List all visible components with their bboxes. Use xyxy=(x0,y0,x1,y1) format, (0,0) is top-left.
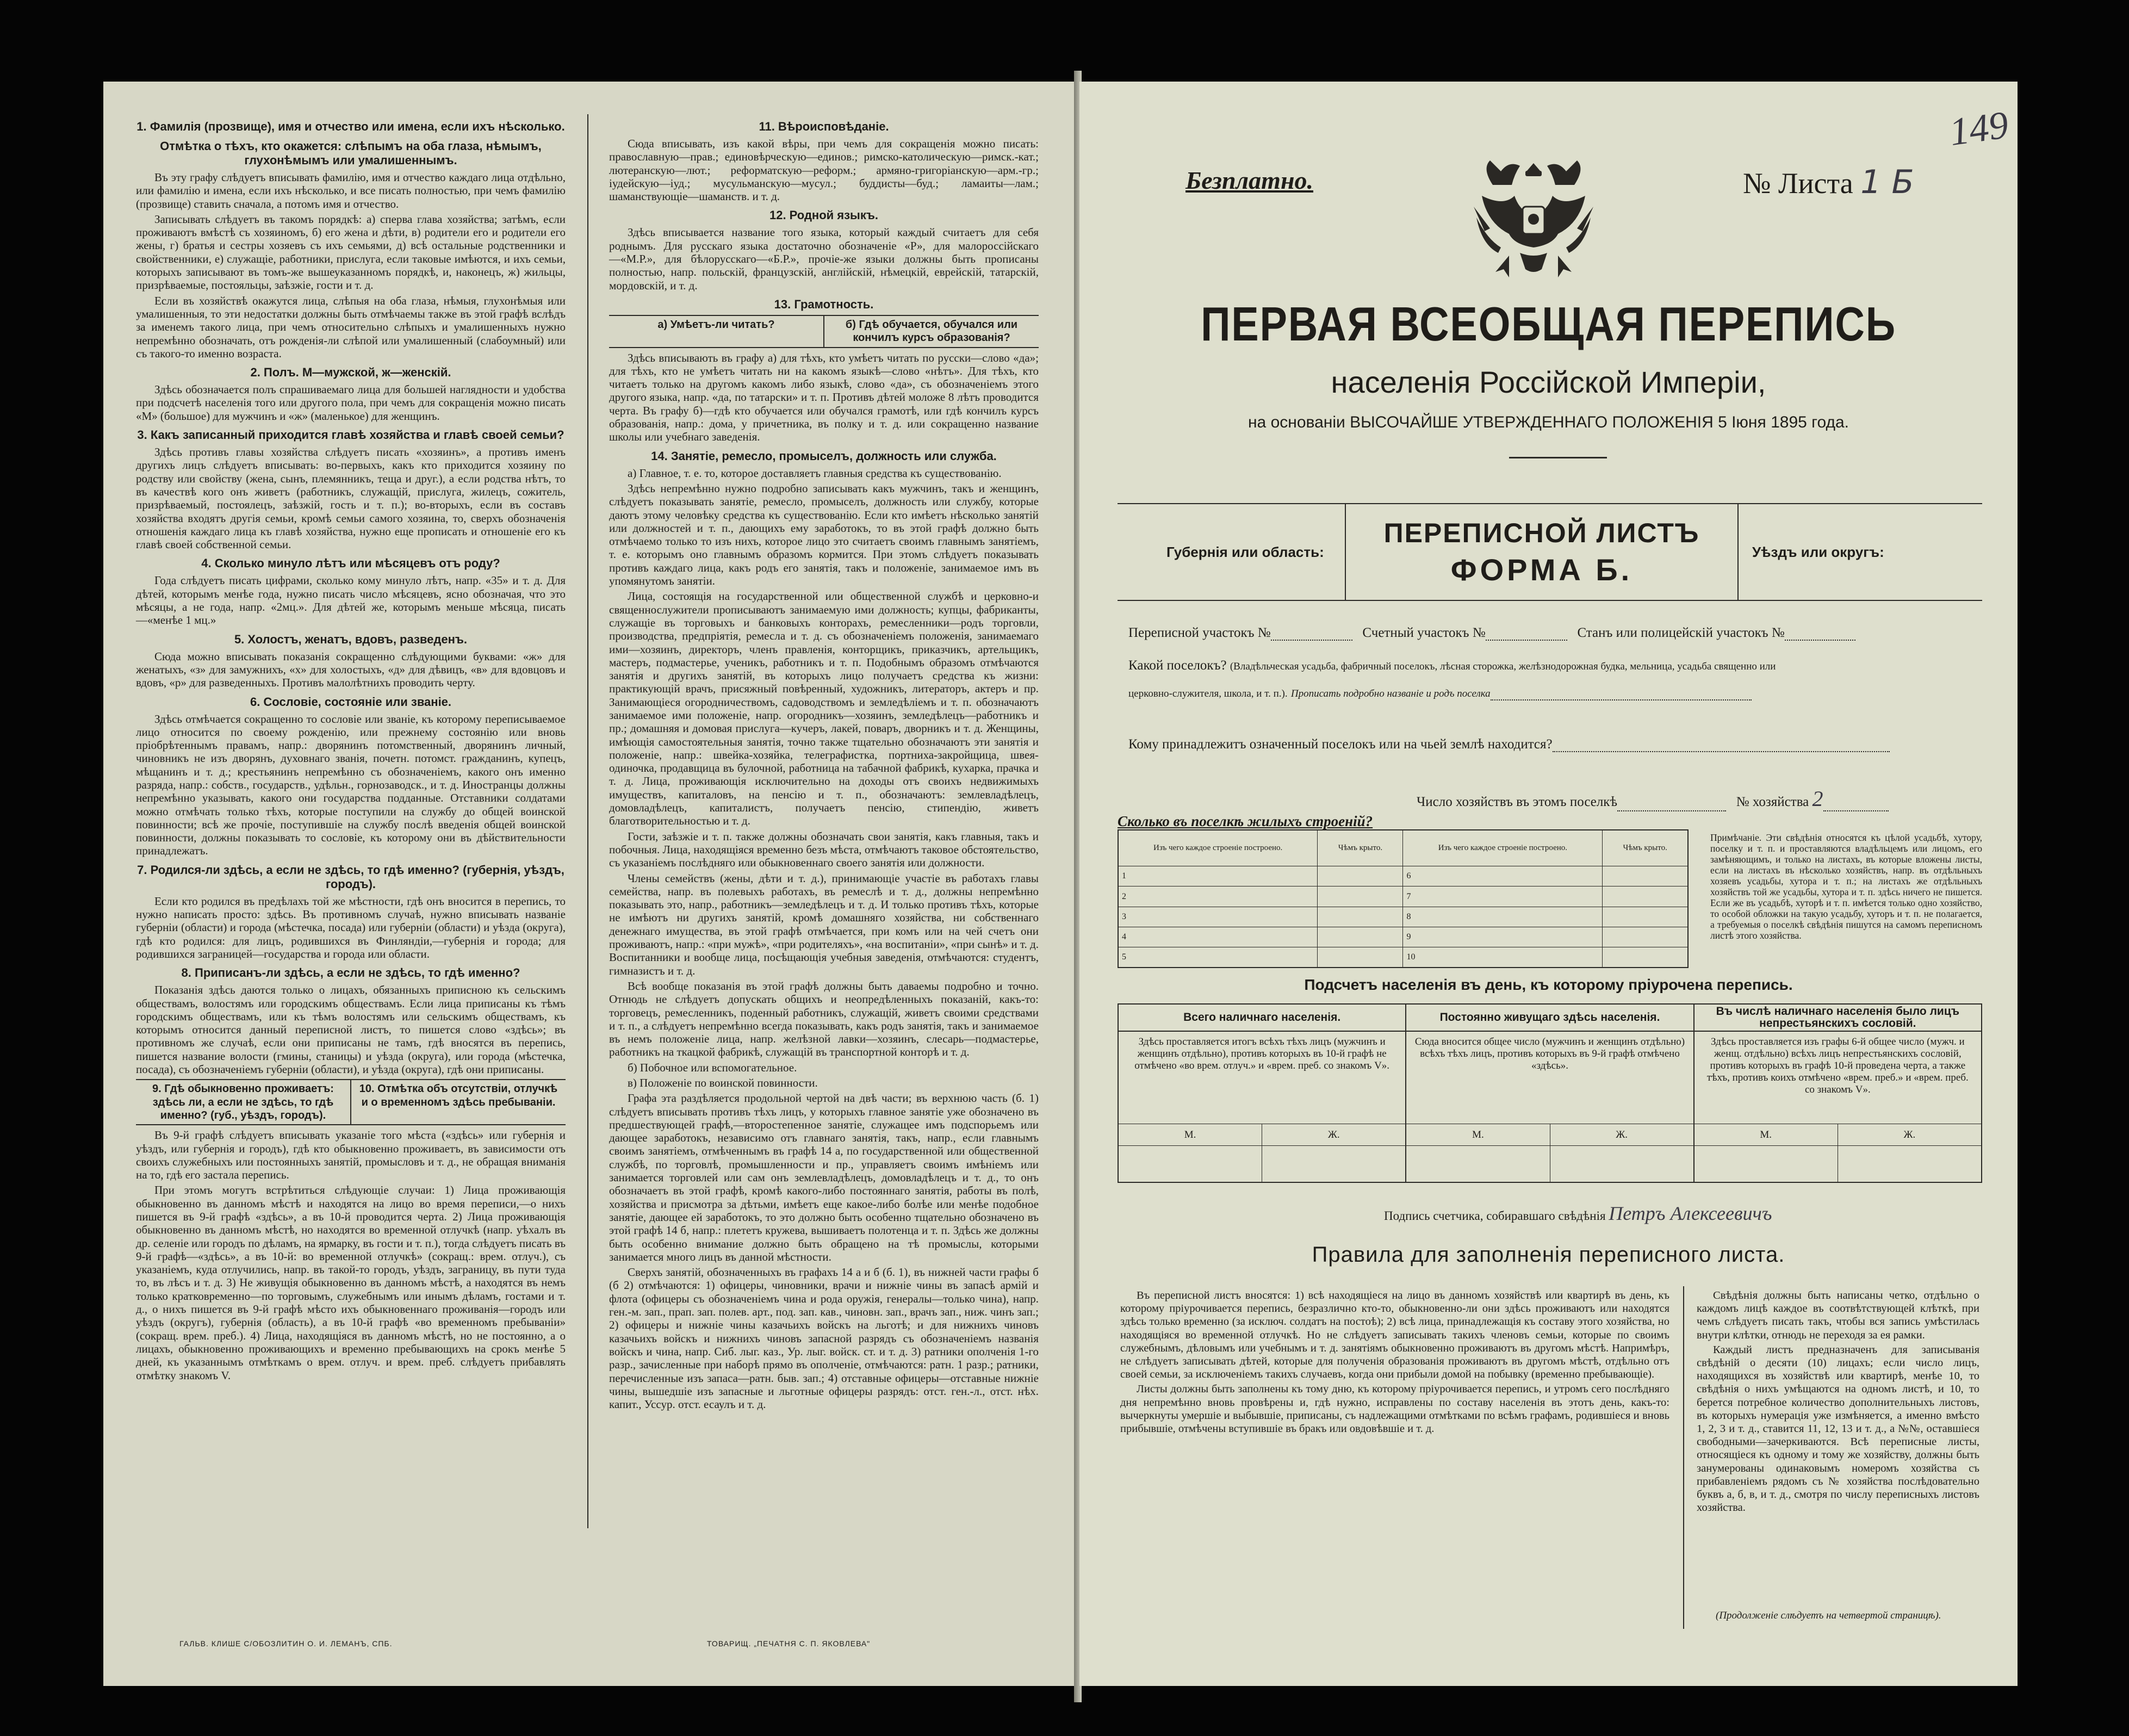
rules-divider xyxy=(1683,1286,1684,1629)
buildings-table xyxy=(1118,829,1689,968)
section-heading: Отмѣтка о тѣхъ, кто окажется: слѣпымъ на оба глаза, нѣмымъ, глухонѣмымъ или умалишеннымъ. xyxy=(160,139,542,167)
settlement-label: Какой поселокъ? xyxy=(1128,658,1227,673)
building-cell[interactable]: 1 xyxy=(1118,866,1318,886)
header-material: Изъ чего каждое строеніе построено. xyxy=(1118,830,1318,866)
buildings-table-body xyxy=(1118,866,1688,968)
paragraph: Показанія здѣсь даются только о лицахъ, обязанныхъ приписною къ сельскимъ обществамъ, волостямъ или городскимъ обществамъ. Если лица приписаны къ тѣмъ городскимъ обществамъ, или къ тѣмъ волостямъ или сельскимъ обществамъ, къ которымъ относится данный переписной листъ, то пишется слово «здѣсь»; въ противномъ же случаѣ, если они приписаны не тамъ, гдѣ вносятся въ перепись, пишется название волости (гмины, станицы) и уѣзда (округа), или города (мѣстечка, посада), съ обозначеніемъ губерніи (области), и уѣзда (округа), гдѣ они приписаны. xyxy=(136,983,566,1076)
paragraph: Члены семействъ (жены, дѣти и т. д.), принимающіе участіе въ работахъ главы семейства, напр. въ полевыхъ работахъ, въ ремеслѣ и т. д., должны непремѣнно показывать это, напр., работникъ—земледѣлецъ и т. д. И только противъ тѣхъ, которые не имѣютъ ни другихъ занятій, кромѣ домашняго хозяйства, ни собственнаго денежнаго имущества, въ этой графѣ отмѣчается, при комъ или на чей счетъ они проживаютъ, напр.: «при мужѣ», «при родителяхъ», «на воспитаніи», «при сынѣ» и т. д. Воспитанники и вообще лица, посѣщающія учебныя заведенія, отмѣчаются: студентъ, гимназистъ и т. д. xyxy=(609,871,1039,977)
count-section-instructions: Сюда вносится общее число (мужчинъ и женщинъ отдѣльно) всѣхъ тѣхъ лицъ, противъ которыхъ въ 9-й графѣ отмѣчено «здѣсь». xyxy=(1406,1032,1693,1124)
population-count-table xyxy=(1118,1003,1982,1183)
female-label: Ж. xyxy=(1262,1124,1405,1145)
paragraph: а) Главное, т. е. то, которое доставляетъ главныя средства къ существованію. xyxy=(628,466,1002,480)
count-value-row xyxy=(1406,1146,1693,1182)
owner-row xyxy=(1128,737,1890,752)
rules-title: Правила для заполненія переписного листа. xyxy=(1312,1243,1785,1267)
section-heading: 14. Занятіе, ремесло, промыселъ, должность или служба. xyxy=(651,449,997,463)
buildings-question: Сколько въ поселкѣ жилыхъ строеній? xyxy=(1118,813,1373,829)
count-value-row xyxy=(1119,1146,1405,1182)
settlement-hint-3: Прописать подробно названіе и родъ поселка xyxy=(1290,688,1491,699)
count-section-header: Въ числѣ наличнаго населенія было лицъ непрестьянскихъ сословій. xyxy=(1694,1005,1981,1032)
section-heading: 1. Фамилія (прозвище), имя и отчество или имена, если ихъ нѣсколько. xyxy=(136,120,565,133)
handwritten-page-number: 149 xyxy=(1946,102,2011,154)
roof-cell[interactable] xyxy=(1318,907,1403,927)
settlement-row-2 xyxy=(1128,685,1752,700)
form-title-line-1: ПЕРЕПИСНОЙ ЛИСТЪ xyxy=(1383,517,1700,548)
roof-cell[interactable] xyxy=(1318,947,1403,968)
census-decree-line: на основаніи ВЫСОЧАЙШЕ УТВЕРЖДЕННАГО ПОЛОЖЕНІЯ 5 Іюня 1895 года. xyxy=(1247,413,1849,431)
census-district-input[interactable] xyxy=(1271,629,1352,641)
roof-cell[interactable] xyxy=(1603,886,1688,907)
rules-column-2 xyxy=(1697,1289,1979,1516)
uezd-label: Уѣздъ или округъ: xyxy=(1752,543,1884,560)
section-heading: 6. Сословіе, состояніе или званіе. xyxy=(250,695,452,709)
settlement-hint: (Владѣльческая усадьба, фабричный поселокъ, лѣсная сторожка, желѣзнодорожная будка, мельница, усадьба священно или xyxy=(1230,661,1776,672)
owner-input[interactable] xyxy=(1553,740,1890,752)
buildings-row xyxy=(1118,907,1688,927)
section-heading: 7. Родился-ли здѣсь, а если не здѣсь, то гдѣ именно? (губернія, уѣздъ, городъ). xyxy=(137,863,564,891)
form-title-line-2: ФОРМА Б. xyxy=(1450,552,1633,587)
male-count-input[interactable] xyxy=(1119,1146,1262,1182)
count-gender-header xyxy=(1119,1124,1405,1146)
gubernia-field[interactable] xyxy=(1118,504,1346,600)
households-count-label: Число хозяйствъ въ этомъ поселкѣ xyxy=(1417,795,1618,809)
instructions-column-2 xyxy=(609,114,1039,1413)
household-number-value[interactable]: 2 xyxy=(1812,786,1823,811)
count-value-row xyxy=(1694,1146,1981,1182)
section-heading: 13. Грамотность. xyxy=(774,297,874,311)
rules-column-1 xyxy=(1120,1289,1669,1437)
gubernia-label: Губернія или область: xyxy=(1166,543,1324,560)
settlement-input[interactable] xyxy=(1491,689,1752,700)
right-page xyxy=(1079,82,2018,1686)
buildings-row xyxy=(1118,886,1688,907)
count-section-instructions: Здѣсь проставляется изъ графы 6-й общее число (мужч. и женщ. отдѣльно) всѣхъ лицъ непрестьянскихъ сословій, противъ которыхъ въ графѣ 10-й проведена черта, а также тѣхъ, противъ коихъ отмѣчено «врем. преб.» и «врем. преб. со знакомъ V». xyxy=(1694,1032,1981,1124)
paragraph: Сверхъ занятій, обозначенныхъ въ графахъ 14 а и б (б. 1), въ нижней части графы б (б 2) отмѣчаются: 1) офицеры, чиновники, врачи и нижніе чины въ запасѣ армій и флота (офицеры съ обозначеніемъ чина и рода оружія, генералы—только чина), напр. ген.-м. зап., прап. зап. полев. арт., под. зап. кав., чиновн. зап., врачъ зап., ниж. чинъ зап.; 2) офицеры и нижніе чины казачьихъ войскъ на льготѣ; и для нижнихъ чиновъ казачьихъ войскъ и нижнихъ чиновъ запасной разрядъ съ обозначеніемъ названія войскъ и чина, напр. Сиб. лыг. каз., Ур. лыг. войск. ст. и т. д. 3) ратники ополченія 1-го разр., зачисленные при наборѣ прямо въ ополченіе, отмѣчаются: ратн. 1 разр.; ратники, перечисленные изъ запаса—ратн. быв. зап.; 4) отставные офицеры—отставные нижніе чины, вышедшіе изъ запасные и льготные офицеры разрядъ: отст. ген.-л., отст. нѣх. капит., Уссур. отст. есаулъ и т. д. xyxy=(609,1266,1039,1411)
paragraph: Здѣсь вписывается название того языка, который каждый считаетъ для себя роднымъ. Для русскаго языка достаточно обозначеніе «Р», для малороссійскаго—«М.Р.», для бѣлорусскаго—«Б.Р.», прочіе-же языки должны быть прописаны полностью, напр. польскій, французскій, англійскій, нѣмецкій, еврейскій, татарскій, мордовскій, и т. д. xyxy=(609,226,1039,292)
female-count-input[interactable] xyxy=(1262,1146,1405,1182)
census-subtitle: населенія Россійской Имперіи, xyxy=(1331,365,1766,399)
building-cell[interactable]: 6 xyxy=(1403,866,1603,886)
paragraph: Сюда можно вписывать показанія сокращенно слѣдующими буквами: «ж» для женатыхъ, «з» для замужнихъ, «х» для холостыхъ, «д» для дѣвицъ, «в» для вдовцовъ и вдовъ, «р» для разведенныхъ. Противъ малолѣтнихъ проводить черту. xyxy=(136,649,566,690)
count-section xyxy=(1119,1005,1405,1182)
paragraph: Лица, состоящія на государственной или общественной службѣ и церковно-и священнослужители прописываютъ занимаемую ими должность; купцы, фабриканты, служащіе въ торговыхъ и банковыхъ конторахъ, ремесленники—родъ торговли, производства, предпріятія, ремесла и т. д. съ обозначеніемъ положенія, занимаемаго ими—хозяинъ, директоръ, членъ правленія, конторщикъ, приказчикъ, артельщикъ, мастеръ, подмастерье, ученикъ, работникъ и т. п. Подобнымъ образомъ отмѣчаются занятія и другихъ занятій, въ которыхъ лицо получаетъ средства къ жизни: практикующій врачъ, присяжный повѣренный, художникъ, литераторъ, актеръ и пр. Занимающіеся огородничествомъ, садоводствомъ и земледѣліемъ и т. п. обозначаютъ занимаемое ими положеніе, напр. огородникъ—хозяинъ, земледѣлецъ—работникъ и пр.; домашняя и домовая прислуга—кучеръ, лакей, поваръ, дворникъ и т. д. Женщины, имѣющія самостоятельныя занятія, точно также тщательно обозначаютъ эти занятія и положеніе, напр.: швейка-хозяйка, телеграфистка, портниха-закройщица, швея-одиночка, продавщица въ булочной, работница на табачной фабрикѣ, кухарка, прачка и т. д. Лица, проживающія исключительно на доходы отъ своихъ недвижимыхъ имуществъ, капиталовъ, на пенсію и т. п., обозначаютъ: землевладѣлецъ, домовладѣлецъ, капиталистъ, получаетъ пенсію, стипендію, живетъ благотворительностью и т. д. xyxy=(609,590,1039,828)
signature-value[interactable]: Петръ Алексеевичъ xyxy=(1609,1202,1772,1224)
building-cell[interactable]: 9 xyxy=(1403,927,1603,947)
count-section xyxy=(1405,1005,1693,1182)
household-number-line xyxy=(1823,799,1889,811)
sheet-number-label: № Листа xyxy=(1743,167,1853,200)
building-cell[interactable]: 4 xyxy=(1118,927,1318,947)
paragraph: Здѣсь обозначается полъ спрашиваемаго лица для большей наглядности и удобства при подсчетѣ населенія того или другого пола, при чемъ для сокращенія можно писать «М» (большое) для мужчинъ и «ж» (маленькое) для женщинъ. xyxy=(136,383,566,423)
building-cell[interactable]: 5 xyxy=(1118,947,1318,968)
census-district-label: Переписной участокъ № xyxy=(1128,625,1271,640)
rule-paragraph: Листы должны быть заполнены къ тому дню, къ которому пріурочивается перепись, и утромъ сего послѣдняго дня непремѣнно вновь провѣрены и, гдѣ нужно, исправлены по составу населенія въ этотъ день, какъ-то: вычеркнуты умершіе и выбывшіе, приписаны, съ надлежащими отмѣтками по всѣмъ графамъ, родившіеся и вновь прибывшіе, отмѣчены вступившіе въ бракъ или овдовѣвшіе и т. д. xyxy=(1120,1383,1669,1435)
counting-district-label: Счетный участокъ № xyxy=(1362,625,1486,640)
count-section-header: Постоянно живущаго здѣсь населенія. xyxy=(1406,1005,1693,1032)
rule-paragraph: Въ переписной листъ вносятся: 1) всѣ находящіеся на лицо въ данномъ хозяйствѣ или квартирѣ въ день, къ которому пріурочивается перепись, безразлично кто-то, обыкновенно-ли они здѣсь проживаютъ или находятся здѣсь только временно (за исключ. солдатъ на постоѣ); 2) всѣ лица, принадлежащія къ составу этого хозяйства, но находящіяся во временной отлучкѣ. Но не слѣдуетъ записывать такихъ членовъ семьи, которые по своимъ служебнымъ, дѣловымъ или учебнымъ и т. д. занятіямъ обыкновенно проживаютъ въ другомъ мѣстѣ. Напримѣръ, не слѣдуетъ записывать дѣтей, которые для полученія образованія проживаютъ въ другомъ мѣстѣ, отдѣльно отъ своей семьи, за исключеніемъ такихъ случаевъ, когда они прибыли домой на побывку (временно пребывающіе). xyxy=(1120,1289,1669,1381)
paragraph: Года слѣдуетъ писать цифрами, сколько кому минуло лѣтъ, напр. «35» и т. д. Для дѣтей, которымъ менѣе года, нужно писать число мѣсяцевъ, ясно обозначая, что это мѣсяцы, а не года, напр. «2мц.». Для дѣтей же, которымъ меньше мѣсяца, писать—«менѣе 1 мц.» xyxy=(136,574,566,627)
header-material-2: Изъ чего каждое строеніе построено. xyxy=(1403,830,1603,866)
paragraph: Здѣсь непремѣнно нужно подробно записывать какъ мужчинъ, такъ и женщинъ, слѣдуетъ показывать занятіе, ремесло, промыселъ, должность или службу, которые даютъ этому человѣку средства къ существованію. Если кто имѣетъ нѣсколько занятій или должностей и т. п., дающихъ ему заработокъ, то въ этой графѣ должно быть отмѣчаемо только то изъ нихъ, которое лицо это считаетъ своимъ главнымъ занятіемъ, т. е. которымъ оно главнымъ образомъ кормится. При этомъ слѣдуетъ показывать противъ каждаго лица, какъ родъ его занятія, такъ и положеніе, занимаемое имъ въ упомянутомъ занятіи. xyxy=(609,481,1039,588)
printer-credit-right: ТОВАРИЩ. „ПЕЧАТНЯ С. П. ЯКОВЛЕВА" xyxy=(707,1639,871,1648)
households-row xyxy=(1417,786,1889,811)
households-count-input[interactable] xyxy=(1617,799,1726,811)
free-label: Безплатно. xyxy=(1185,166,1313,194)
paragraph: в) Положеніе по воинской повинности. xyxy=(628,1076,818,1089)
section-heading: 4. Сколько минуло лѣтъ или мѣсяцевъ отъ роду? xyxy=(201,556,500,571)
left-page xyxy=(103,82,1074,1686)
paragraph: Графа эта раздѣляется продольной чертой на двѣ части; въ верхнюю часть (б. 1) слѣдуетъ вписывать противъ тѣхъ лицъ, у которыхъ главное занятіе уже обозначено въ предшествующей графѣ,—второстепенное занятіе, служащее имъ подспорьемъ или дающее заработокъ, независимо отъ главнаго занятія, такъ, напр., если главнымъ своимъ занятіемъ, отмѣченнымъ въ графѣ 14 а, по государственной или общественной службѣ, по торговлѣ, промышленности и пр., управляетъ своимъ имѣніемъ или занимается торговлей или сам онъ землевладѣлецъ, домовладѣлецъ и т. д., то онъ обозначаетъ въ этой графѣ, кромѣ какого-либо постояннаго занятія, работы въ полѣ, хозяйства и присмотра за дѣтьми, имѣетъ еще какое-либо болѣе или менѣе подобное занятіе, дающее ей заработокъ, то это должно быть особенно тщательно обозначено въ этой графѣ 14 б, напр.: плететъ кружева, вышиваетъ полотенца и т. п. Здѣсь же должны быть особенно внимание должно быть обращено на тѣ промыслы, которыми занимается много лицъ въ данной мѣстности. xyxy=(609,1092,1039,1263)
female-count-input[interactable] xyxy=(1550,1146,1693,1182)
count-gender-header xyxy=(1694,1124,1981,1146)
building-cell[interactable]: 10 xyxy=(1403,947,1603,968)
paragraph: Записывать слѣдуетъ въ такомъ порядкѣ: а) сперва глава хозяйства; затѣмъ, если проживаютъ вмѣстѣ съ хозяиномъ, б) его жена и дѣти, в) родители его и родители его жены, г) братья и сестры хозяевъ съ ихъ семьями, д) всѣ остальные родственники и свойственники, е) служащіе, работники, прислуга, если таковые имѣются, и ихъ семьи, которыхъ записывают въ томъ-же вышеуказанномъ порядкѣ, и, наконецъ, ж) жильцы, призрѣваемые, постояльцы, заѣзжіе, гости и т. д. xyxy=(136,212,566,292)
split-heading-part: 9. Гдѣ обыкновенно проживаетъ: здѣсь ли, а если не здѣсь, то гдѣ именно? (губ., уѣздъ, городъ). xyxy=(152,1083,334,1121)
household-number-label: № хозяйства xyxy=(1736,795,1809,809)
paragraph: Если въ хозяйствѣ окажутся лица, слѣпыя на оба глаза, нѣмыя, глухонѣмыя или умалишенныя, то эти недостатки должны быть отмѣчаемы также въ этой графѣ вслѣдъ за именемъ такого лица, при чемъ относительно слѣпыхъ и умалишенныхъ нужно непремѣнно обозначать, отъ рожденія-ли слѣпой или умалишенный (слабоумный) или съ такого-то именно возраста. xyxy=(136,294,566,360)
buildings-row xyxy=(1118,927,1688,947)
roof-cell[interactable] xyxy=(1603,927,1688,947)
paragraph: При этомъ могутъ встрѣтиться слѣдующіе случаи: 1) Лица проживающія обыкновенно въ данномъ мѣстѣ и находятся на лицо во время переписи,—о нихъ пишется въ 9-й графѣ «здѣсь», а въ 10-й проводится черта. 2) Лица проживающія обыкновенно въ данномъ мѣстѣ, но находятся во временной отлучкѣ (напр. уѣхалъ въ др. селеніе или городъ по дѣламъ, на ярмарку, въ гости и т. п.), тогда слѣдуетъ писать въ 9-й графѣ—«здѣсь», а въ 10-й: во временной отлучкѣ» (сокращ.: врем. отлуч.), съ указаніемъ, куда отлучились, напр. въ такой-то городъ, уѣздъ, заграницу, въ пути туда то, въ лѣсъ и т. д. 3) Не живущія обыкновенно въ данномъ мѣстѣ, а находятся въ немъ только кратковременно—по торговымъ, служебнымъ или инымъ дѣламъ, гостами и т. д., о нихъ пишется въ 9-й графѣ мѣсто ихъ обыкновеннаго проживанія—городъ или уѣздъ (округъ), губернія (область), а въ 10-й графѣ «во временномъ пребываніи» (сокращ. врем. преб.). 4) Лица, находящіяся въ данномъ мѣстѣ, но не постоянно, а о лицахъ, обыкновенно проживающихъ и временно пребывающихъ на срокъ менѣе 5 дней, къ указаннымъ отмѣткамъ о врем. отлуч. и врем. преб. слѣдуетъ прибавлять отмѣтку знакомъ V. xyxy=(136,1183,566,1382)
building-cell[interactable]: 8 xyxy=(1403,907,1603,927)
count-section-header: Всего наличнаго населенія. xyxy=(1119,1005,1405,1032)
male-label: М. xyxy=(1184,1129,1196,1140)
split-heading xyxy=(136,1079,566,1125)
buildings-row xyxy=(1118,866,1688,886)
count-section xyxy=(1693,1005,1981,1182)
roof-cell[interactable] xyxy=(1603,907,1688,927)
section-heading: 11. Вѣроисповѣданіе. xyxy=(759,120,889,133)
buildings-note: Примѣчаніе. Эти свѣдѣнія относятся къ цѣлой усадьбѣ, хутору, поселку и т. п. и проставляются владѣльцемъ или лицомъ, его замѣняющимъ, и только на листахъ, въ которые вложены листы, если на листахъ въ нѣсколько хозяйствъ, напр. въ отдѣльныхъ хозяевъ усадьбы, хутора и т. п.; на листахъ же отдѣльныхъ хозяйствъ той же усадьбы, хутора и т. п. здѣсь ничего не пишется. Если же въ усадьбѣ, хуторѣ и т. п. имѣется только одно хозяйство, то особой обложки на такую усадьбу, хуторъ и т. п. не полагается, а требуемыя о поселкѣ свѣдѣнія пишутся на самомъ переписномъ листѣ этого хозяйства. xyxy=(1710,832,1982,941)
paragraph: Сюда вписывать, изъ какой вѣры, при чемъ для сокращенія можно писать: православную—прав.; единовѣрческую—единов.; римско-католическую—римск.-кат.; лютеранскую—лют.; реформатскую—реформ.; армяно-григоріанскую—арм.-гр.; іудейскую—іуд.; мусульманскую—мусул.; буддисты—буд.; ламаиты—лам.; шаманствующіе—шаманств. и т. д. xyxy=(609,137,1039,203)
instructions-column-1 xyxy=(136,114,566,1384)
header-roof: Чѣмъ крыто. xyxy=(1318,830,1403,866)
section-heading: 2. Полъ. М—мужской, ж—женскій. xyxy=(250,365,451,380)
signature-label: Подпись счетчика, собиравшаго свѣдѣнія xyxy=(1384,1209,1606,1223)
police-district-label: Станъ или полицейскій участокъ № xyxy=(1577,625,1785,640)
buildings-table-header xyxy=(1118,830,1688,866)
count-section-instructions: Здѣсь проставляется итогъ всѣхъ тѣхъ лицъ (мужчинъ и женщинъ отдѣльно), противъ которыхъ въ 10-й графѣ не отмѣчено «во врем. отлуч.» и «врем. преб. со знакомъ V». xyxy=(1119,1032,1405,1124)
form-name xyxy=(1346,504,1737,600)
building-cell[interactable]: 2 xyxy=(1118,886,1318,907)
police-district-input[interactable] xyxy=(1785,629,1855,641)
district-fields-row xyxy=(1128,625,1855,641)
section-heading: 8. Приписанъ-ли здѣсь, а если не здѣсь, то гдѣ именно? xyxy=(181,966,520,980)
continued-note: (Продолженіе слѣдуетъ на четвертой страницѣ). xyxy=(1716,1610,1941,1621)
roof-cell[interactable] xyxy=(1603,866,1688,886)
paragraph: Гости, заѣзжіе и т. п. также должны обозначать свои занятія, какъ главныя, такъ и побочныя. Лица, находящіяся временно безъ мѣста, отмѣчаютъ таковое обстоятельство, съ указаніемъ послѣдняго или обыкновеннаго своего занятія или должности. xyxy=(609,829,1039,870)
roof-cell[interactable] xyxy=(1603,947,1688,968)
uezd-field[interactable] xyxy=(1737,504,1982,600)
roof-cell[interactable] xyxy=(1318,886,1403,907)
male-count-input[interactable] xyxy=(1694,1146,1838,1182)
census-title: ПЕРВАЯ ВСЕОБЩАЯ ПЕРЕПИСЬ xyxy=(1201,297,1896,351)
split-heading-part: б) Гдѣ обучается, обучался или кончилъ курсъ образованія? xyxy=(823,316,1039,347)
paragraph: Въ 9-й графѣ слѣдуетъ вписывать указаніе того мѣста («здѣсь» или губернія и уѣздъ, или губернія и городъ), гдѣ кто обыкновенно проживаетъ, въ зависимости отъ своихъ служебныхъ или постоянныхъ занятій, промысловъ и т. д., не обращая вниманія на то, гдѣ его застала перепись. xyxy=(136,1129,566,1182)
female-count-input[interactable] xyxy=(1838,1146,1981,1182)
counting-district-input[interactable] xyxy=(1486,629,1567,641)
male-label: М. xyxy=(1472,1129,1484,1140)
paragraph: Здѣсь отмѣчается сокращенно то сословіе или званіе, къ которому переписываемое лицо относится по своему рожденію, или прежнему состоянію или вновь пріобрѣтеннымъ правамъ, напр.: дворянинъ потомственный, дворянинъ личный, чиновникъ не изъ дворянъ, духовнаго званія, почетн. потомст. гражданинъ, купецъ, мѣщанинъ и т. д.; крестьянинъ непремѣнно съ обозначеніемъ, какого онъ именно разряда, напр.: собств., государств., удѣльн., горнозаводск., и т. д. Иностранцы должны непремѣнно указывать, какого они государства подданные. Отставники солдатами можно отмѣчать только тѣхъ, которые поступили на службу до общей воинской повинности; всѣ же прочіе, поступившіе на службу послѣ введенія общей воинской повинности, должны показывать то сословіе, къ которому они въ дѣйствительности принадлежатъ. xyxy=(136,712,566,858)
rule-paragraph: Каждый листъ предназначенъ для записыванія свѣдѣній о десяти (10) лицахъ; если число лицъ, находящихся въ хозяйствѣ или квартирѣ, менѣе 10, то свѣдѣнія о нихъ умѣщаются на одномъ листѣ, и 10, то берется потребное количество дополнительныхъ листовъ, въ которыхъ нумерація уже измѣняется, а именно вмѣсто 1, 2, 3 и т. д., ставится 11, 12, 13 и т. д., а №№, оставшіеся свободными—зачеркиваются. Всѣ переписные листы, относящіеся къ одному и тому же хозяйству, должны быть занумерованы одинаковымъ номеромъ хозяйства съ прибавленіемъ рядомъ съ № хозяйства послѣдовательно буквъ а, б, в, и т. д., смотря по числу переписныхъ листовъ хозяйства. xyxy=(1697,1343,1979,1514)
female-label: Ж. xyxy=(1550,1124,1693,1145)
split-heading xyxy=(609,315,1039,348)
population-count-title: Подсчетъ населенія въ день, къ которому пріурочена перепись. xyxy=(1304,976,1793,993)
settlement-row xyxy=(1128,658,1776,673)
roof-cell[interactable] xyxy=(1318,866,1403,886)
paragraph: Если кто родился въ предѣлахъ той же мѣстности, гдѣ онъ вносится в перепись, то нужно написать просто: здѣсь. Въ противномъ случаѣ, нужно вписывать названіе губерніи (области) и города (мѣстечка, посада) или губерніи (области) и уѣзда (округа), гдѣ кто родился: для лицъ, родившихся въ Финляндіи,—губернія и города; для родившихся заграницей—государства и города или области. xyxy=(136,894,566,960)
sheet-number-value: 1 Б xyxy=(1860,163,1914,201)
sheet-number xyxy=(1743,163,1914,201)
buildings-row xyxy=(1118,947,1688,968)
building-cell[interactable]: 3 xyxy=(1118,907,1318,927)
column-divider xyxy=(587,114,588,1528)
paragraph: Въ эту графу слѣдуетъ вписывать фамилію, имя и отчество каждаго лица отдѣльно, или фамилію и имена, если ихъ нѣсколько, и все писать полностью, при чемъ фамилію (прозвище) ставить сначала, а потомъ имя и отчество. xyxy=(136,171,566,210)
header-roof-2: Чѣмъ крыто. xyxy=(1603,830,1688,866)
settlement-hint-2: церковно-служителя, школа, и т. п.). xyxy=(1128,688,1288,699)
double-headed-eagle-emblem xyxy=(1471,147,1596,288)
male-label: М. xyxy=(1760,1129,1772,1140)
section-heading: 3. Какъ записанный приходится главѣ хозяйства и главѣ своей семьи? xyxy=(137,428,564,442)
section-heading: 5. Холостъ, женатъ, вдовъ, разведенъ. xyxy=(234,632,468,646)
form-header-box xyxy=(1118,503,1982,601)
rule-paragraph: Свѣдѣнія должны быть написаны четко, отдѣльно о каждомъ лицѣ каждое въ соотвѣтствующей клѣткѣ, при чемъ слѣдуетъ писать такъ, чтобы вся запись умѣстилась внутри клѣтки, отнюдь не переходя за ея рамки. xyxy=(1697,1289,1979,1341)
paragraph: б) Побочное или вспомогательное. xyxy=(628,1061,797,1074)
section-heading: 12. Родной языкъ. xyxy=(769,208,879,222)
female-label: Ж. xyxy=(1838,1124,1981,1145)
roof-cell[interactable] xyxy=(1318,927,1403,947)
paragraph: Всѣ вообще показанія въ этой графѣ должны быть даваемы подробно и точно. Отнюдь не слѣдуетъ допускать общихъ и неопредѣленныхъ показаній, какъ-то: торговецъ, ремесленникъ, поденный работникъ, служащій, живетъ своими средствами и т. п., а слѣдуетъ непремѣнно всегда показывать, какъ родъ занятія, такъ и занимаемое въ немъ положеніе лица, напр. желѣзной лавки—хозяинъ, слесарь—подмастерье, работникъ на ткацкой фабрикѣ, служащій въ транспортной конторѣ и т. д. xyxy=(609,979,1039,1059)
title-rule xyxy=(1509,457,1607,458)
paragraph: Здѣсь вписывають въ графу а) для тѣхъ, кто умѣетъ читать по русски—слово «да»; для тѣхъ, кто не умѣетъ читать ни на какомъ языкѣ—слово «нѣтъ». Для тѣхъ, кто читаетъ только на другомъ какомъ либо языкѣ, слово «да», съ обозначеніемъ этого другого языка, напр. «да, по татарски» и т. п. Противъ дѣтей моложе 8 лѣтъ проводится черта. Въ графу б)—гдѣ кто обучается или обучался грамотѣ, или гдѣ кончилъ курсъ образованія, напр.: дома, у причетника, въ полку и т. д. или сокращенно название школы или учебнаго заведенія. xyxy=(609,351,1039,444)
printer-credit-left: ГАЛЬВ. КЛИШЕ С/ОБОЗЛИТИН О. И. ЛЕМАНЪ, СПБ. xyxy=(179,1639,393,1648)
split-heading-part: 10. Отмѣтка объ отсутствіи, отлучкѣ и о временномъ здѣсь пребываніи. xyxy=(350,1080,566,1124)
split-heading-part: а) Умѣетъ-ли читать? xyxy=(657,318,775,331)
count-gender-header xyxy=(1406,1124,1693,1146)
owner-label: Кому принадлежитъ означенный поселокъ или на чьей землѣ находится? xyxy=(1128,737,1553,752)
building-cell[interactable]: 7 xyxy=(1403,886,1603,907)
enumerator-signature-row xyxy=(1384,1202,1772,1225)
paragraph: Здѣсь противъ главы хозяйства слѣдуетъ писать «хозяинъ», а противъ именъ другихъ лицъ слѣдуетъ вписывать: во-первыхъ, какъ кто приходится хозяину по родству или свойству (жена, сынъ, племянникъ, теща и друг.), а если родства нѣтъ, то въ качествѣ кого онъ живетъ (работникъ, служащій, прислуга, жилецъ, сожитель, призрѣваемый, постоялецъ, заѣзжій, гость и т. п.); во-вторыхъ, если въ составъ хозяйства входятъ другія семьи, кромѣ семьи самого хозяина, то, сверхъ обозначенія отношенія каждаго лица къ главѣ хозяйства, нужно еще прописать и отношеніе его къ главѣ своей собственной семьи. xyxy=(136,445,566,551)
male-count-input[interactable] xyxy=(1406,1146,1549,1182)
